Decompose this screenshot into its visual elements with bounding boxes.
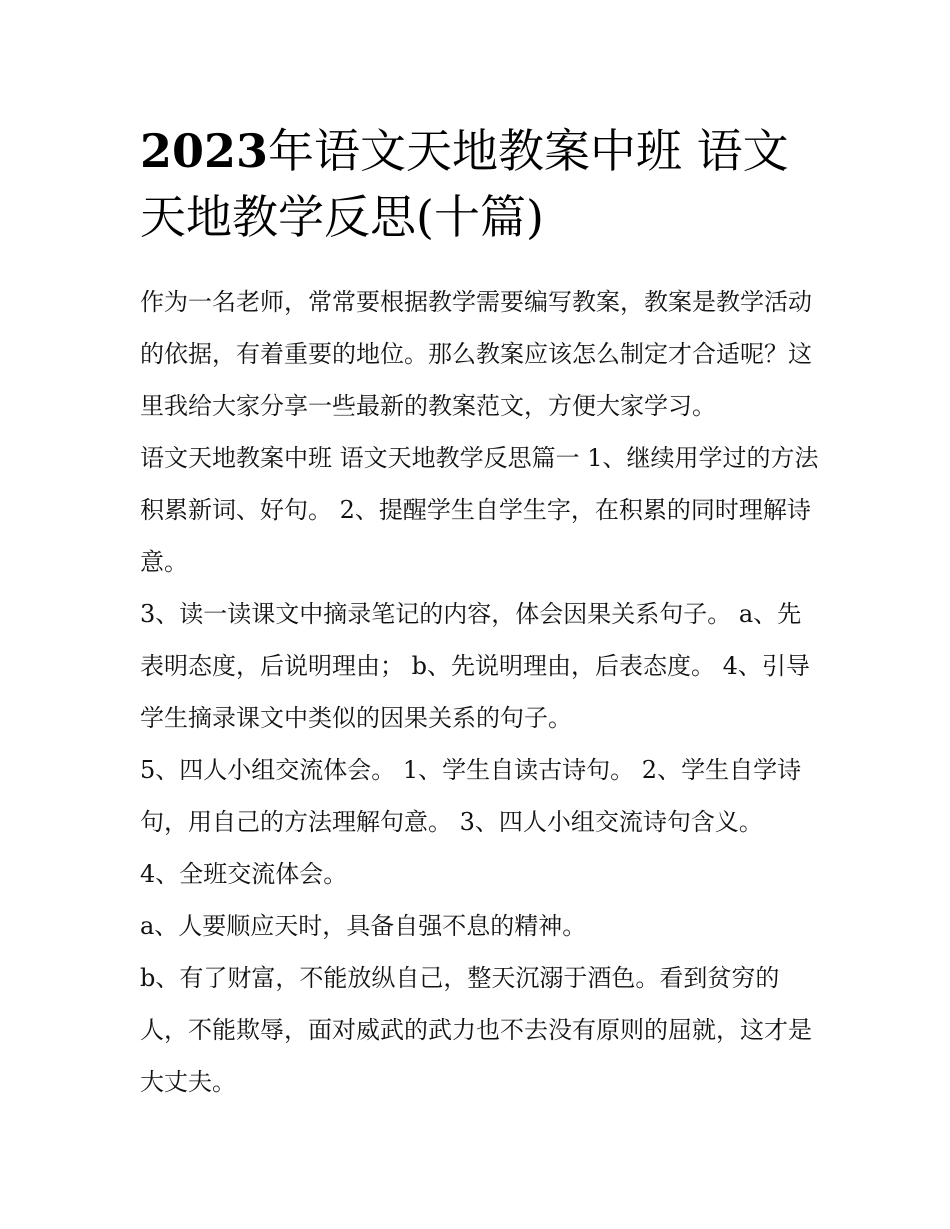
document-body bbox=[140, 276, 820, 1108]
title-year: 2023 bbox=[140, 124, 269, 178]
document-title bbox=[140, 118, 820, 250]
title-text: 年语文天地教案中班 语文天地教学反思(十篇) bbox=[140, 124, 789, 244]
paragraph-point-a: a、人要顺应天时，具备自强不息的精神。 bbox=[140, 912, 587, 940]
paragraph-point-b: b、有了财富，不能放纵自己，整天沉溺于酒色。看到贫穷的人，不能欺辱，面对威武的武力也不去没有原则的屈就，这才是大丈夫。 bbox=[140, 964, 812, 1096]
paragraph-step-3: 3、读一读课文中摘录笔记的内容，体会因果关系句子。 a、先表明态度，后说明理由； b、先说明理由，后表态度。 4、引导学生摘录课文中类似的因果关系的句子。 bbox=[140, 600, 810, 732]
paragraph-step-5: 5、四人小组交流体会。 1、学生自读古诗句。 2、学生自学诗句，用自己的方法理解句意。 3、四人小组交流诗句含义。 bbox=[140, 756, 802, 836]
paragraph-intro: 作为一名老师，常常要根据教学需要编写教案，教案是教学活动的依据，有着重要的地位。那么教案应该怎么制定才合适呢？这里我给大家分享一些最新的教案范文，方便大家学习。 bbox=[140, 288, 812, 420]
paragraph-step-4: 4、全班交流体会。 bbox=[140, 860, 348, 888]
paragraph-section-one: 语文天地教案中班 语文天地教学反思篇一 1、继续用学过的方法积累新词、好句。 2、提醒学生自学生字，在积累的同时理解诗意。 bbox=[140, 444, 819, 576]
